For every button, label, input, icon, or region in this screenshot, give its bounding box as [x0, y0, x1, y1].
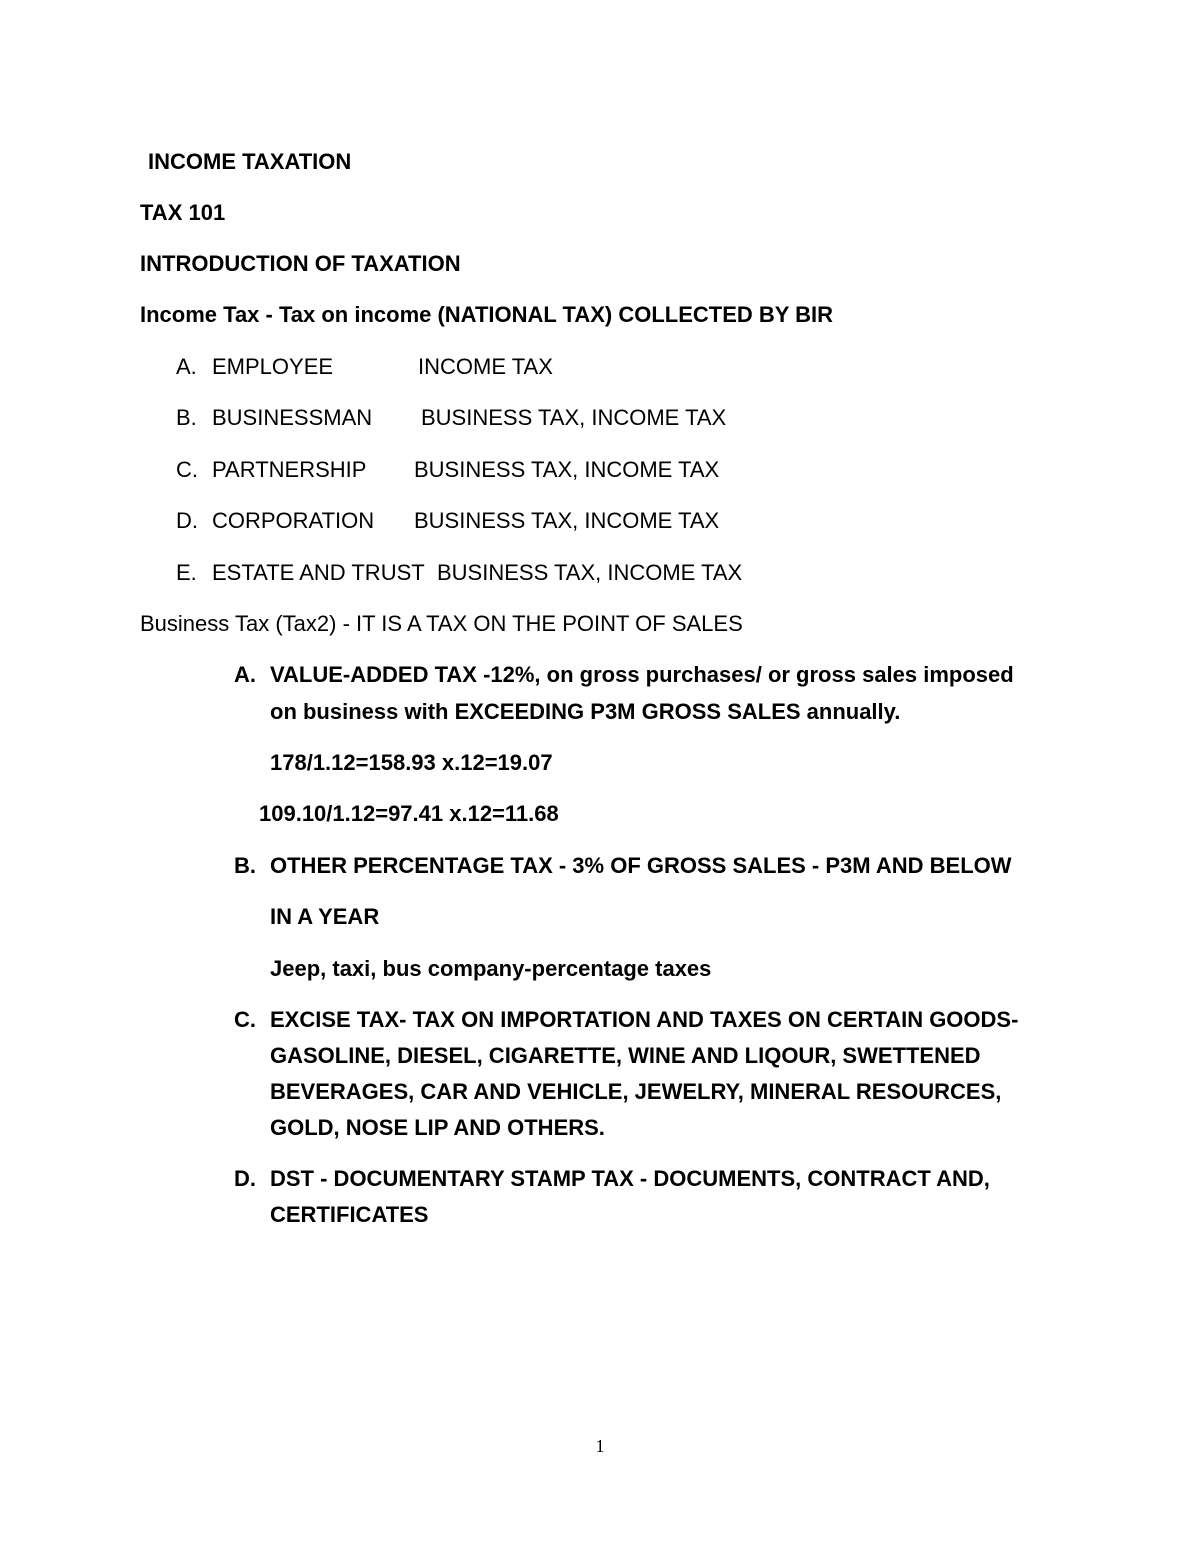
business-tax-line: CERTIFICATES: [270, 1202, 429, 1227]
taxpayer-type: EMPLOYEE: [212, 354, 334, 379]
business-tax-letter: B.: [234, 853, 256, 878]
section-heading: INTRODUCTION OF TAXATION: [140, 251, 461, 276]
business-tax-line: IN A YEAR: [270, 904, 380, 929]
business-tax-line: VALUE-ADDED TAX -12%, on gross purchases/ or gross sales imposed: [270, 662, 1014, 687]
business-tax-line: EXCISE TAX- TAX ON IMPORTATION AND TAXES ON CERTAIN GOODS-: [270, 1007, 1019, 1032]
taxpayer-taxes: INCOME TAX: [418, 354, 553, 379]
business-tax-line: GOLD, NOSE LIP AND OTHERS.: [270, 1115, 605, 1140]
taxpayer-type: PARTNERSHIP: [212, 457, 367, 482]
taxpayer-letter: E.: [176, 560, 197, 585]
taxpayer-taxes: BUSINESS TAX, INCOME TAX: [421, 405, 727, 430]
taxpayer-taxes: BUSINESS TAX, INCOME TAX: [414, 508, 720, 533]
business-tax-letter: D.: [234, 1166, 256, 1191]
taxpayer-taxes: BUSINESS TAX, INCOME TAX: [437, 560, 743, 585]
taxpayer-type: ESTATE AND TRUST: [212, 560, 425, 585]
income-tax-heading: Income Tax - Tax on income (NATIONAL TAX) COLLECTED BY BIR: [140, 302, 834, 327]
taxpayer-letter: A.: [176, 354, 197, 379]
page-number: 1: [595, 1436, 605, 1456]
computation-example: 109.10/1.12=97.41 x.12=11.68: [259, 801, 559, 826]
taxpayer-letter: B.: [176, 405, 197, 430]
taxpayer-type: CORPORATION: [212, 508, 375, 533]
business-tax-letter: C.: [234, 1007, 256, 1032]
taxpayer-type: BUSINESSMAN: [212, 405, 373, 430]
taxpayer-taxes: BUSINESS TAX, INCOME TAX: [414, 457, 720, 482]
business-tax-line: GASOLINE, DIESEL, CIGARETTE, WINE AND LIQOUR, SWETTENED: [270, 1043, 981, 1068]
taxpayer-letter: C.: [176, 457, 198, 482]
computation-example: 178/1.12=158.93 x.12=19.07: [270, 750, 553, 775]
business-tax-line: DST - DOCUMENTARY STAMP TAX - DOCUMENTS, CONTRACT AND,: [270, 1166, 990, 1191]
document-title: INCOME TAXATION: [148, 149, 352, 174]
course-code: TAX 101: [140, 200, 226, 225]
taxpayer-letter: D.: [176, 508, 198, 533]
business-tax-line: OTHER PERCENTAGE TAX - 3% OF GROSS SALES - P3M AND BELOW: [270, 853, 1012, 878]
business-tax-letter: A.: [234, 662, 256, 687]
business-tax-line: on business with EXCEEDING P3M GROSS SALES annually.: [270, 699, 901, 724]
business-tax-heading: Business Tax (Tax2) - IT IS A TAX ON THE POINT OF SALES: [140, 611, 743, 636]
business-tax-line: Jeep, taxi, bus company-percentage taxes: [270, 956, 712, 981]
business-tax-line: BEVERAGES, CAR AND VEHICLE, JEWELRY, MINERAL RESOURCES,: [270, 1079, 1002, 1104]
